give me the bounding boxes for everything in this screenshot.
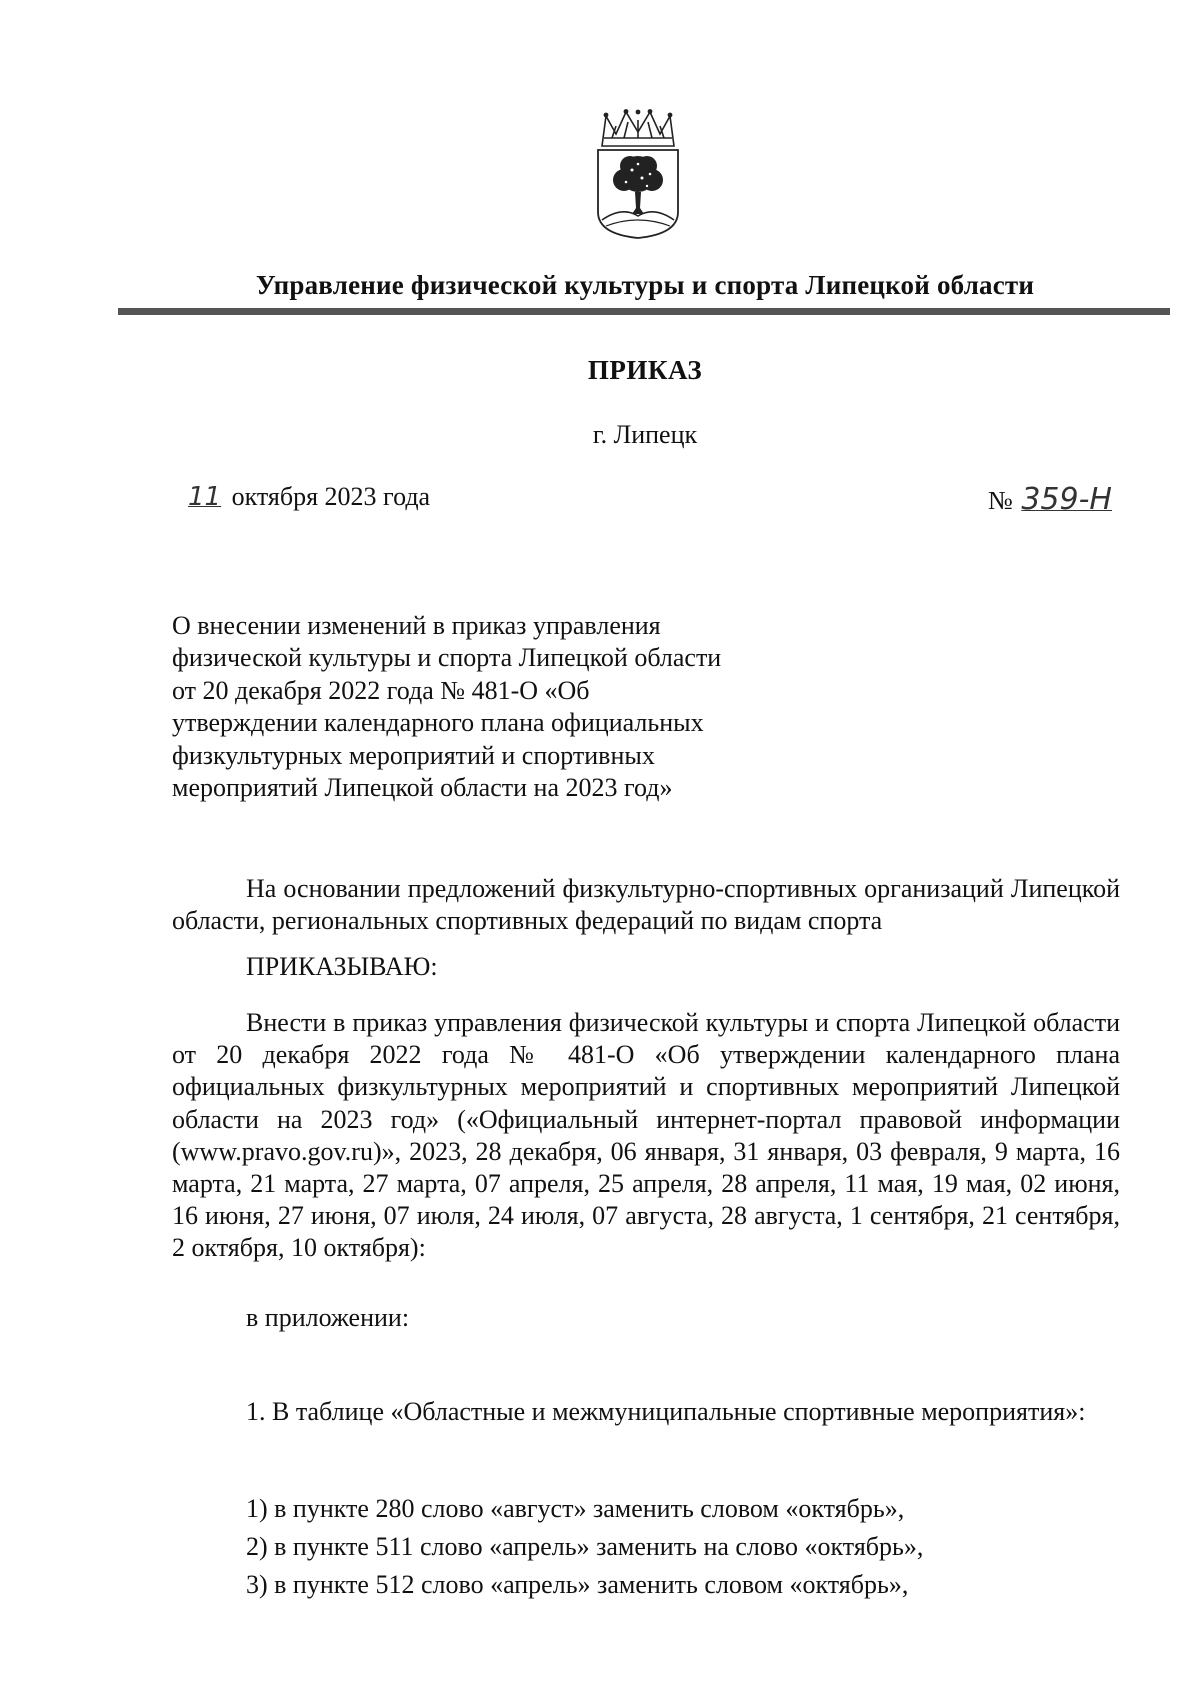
organization-title: Управление физической культуры и спорта Липецкой области [255, 270, 1035, 300]
item-1-paragraph: 1. В таблице «Областные и межмуниципальные спортивные мероприятия»: [246, 1397, 1086, 1426]
city-line: г. Липецк [592, 420, 698, 449]
order-word: ПРИКАЗЫВАЮ: [246, 952, 438, 981]
handwritten-order-number: 359-Н [1021, 482, 1112, 517]
number-sign: № [988, 486, 1013, 515]
coat-of-arms-emblem [592, 108, 684, 240]
document-type-title: ПРИКАЗ [587, 355, 703, 385]
basis-paragraph: На основании предложений физкультурно-спортивных организаций Липецкой области, региональных спортивных федераций по видам спорта [172, 874, 1120, 936]
subitem-1: 1) в пункте 280 слово «август» заменить словом «октябрь», [246, 1494, 905, 1523]
header-divider [118, 308, 1170, 315]
handwritten-date-day: 11 [188, 482, 222, 512]
subitem-3: 3) в пункте 512 слово «апрель» заменить словом «октябрь», [246, 1570, 909, 1599]
order-number [988, 482, 1112, 517]
order-date [188, 482, 430, 512]
date-text: октября 2023 года [225, 482, 431, 511]
appendix-intro: в приложении: [246, 1303, 410, 1332]
subitem-2: 2) в пункте 511 слово «апрель» заменить на слово «октябрь», [246, 1532, 924, 1561]
order-subject: О внесении изменений в приказ управления физической культуры и спорта Липецкой области от 20 декабря 2022 года № 481-О «Об утверждении календарного плана официальных физкультурных мероприятий и спортивных мероприятий Липецкой области на 2023 год» [172, 611, 722, 803]
amendment-paragraph: Внести в приказ управления физической культуры и спорта Липецкой области от 20 декабря 2022 года № 481-О «Об утверждении календарного плана официальных физкультурных мероприятий и спортивных мероприятий Липецкой области на 2023 год» («Официальный интернет-портал правовой информации (www.pravo.gov.ru)», 2023, 28 декабря, 06 января, 31 января, 03 февраля, 9 марта, 16 марта, 21 марта, 27 марта, 07 апреля, 25 апреля, 28 апреля, 11 мая, 19 мая, 02 июня, 16 июня, 27 июня, 07 июля, 24 июля, 07 августа, 28 августа, 1 сентября, 21 сентября, 2 октября, 10 октября): [172, 1008, 1120, 1263]
